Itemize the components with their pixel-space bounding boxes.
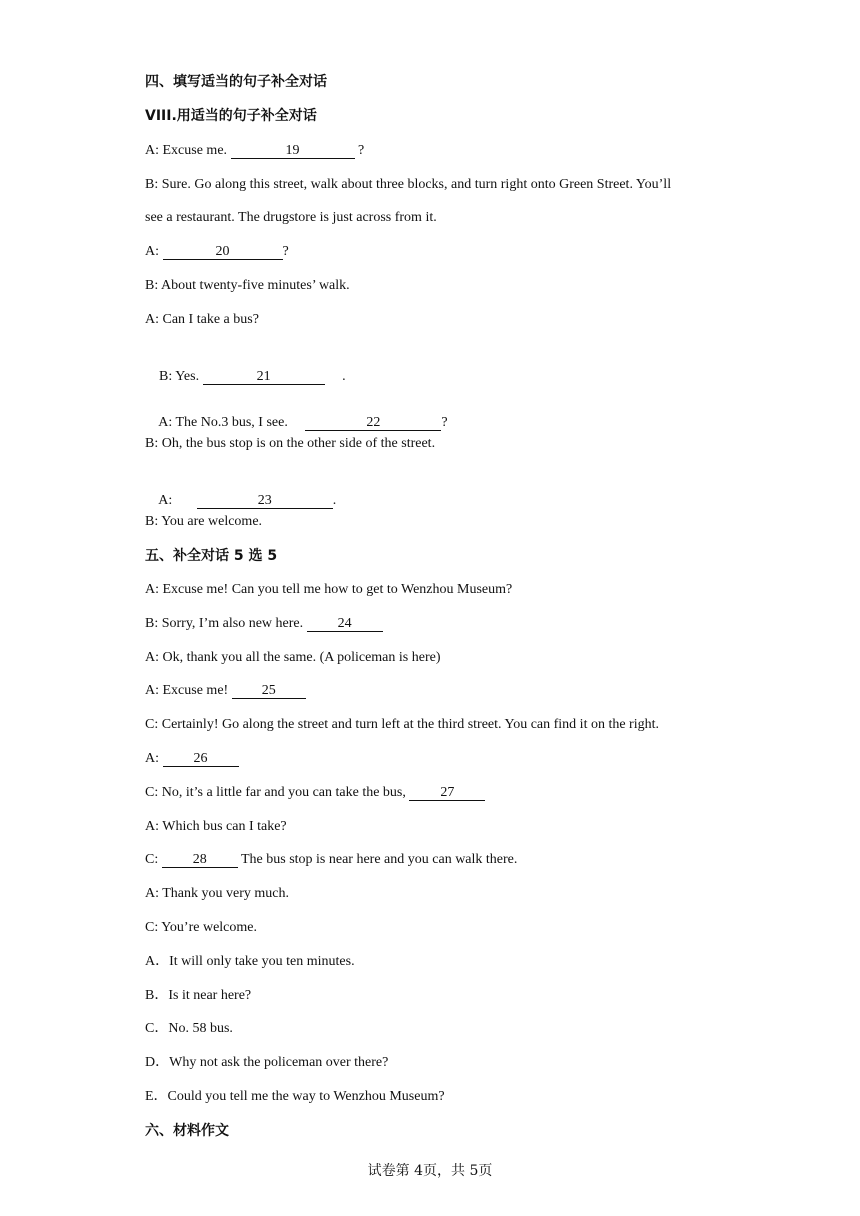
answer-blank-26: 26: [163, 751, 239, 767]
dialogue-line: B: Sure. Go along this street, walk about three blocks, and turn right onto Green Street. You’ll: [145, 177, 672, 192]
option-a: A．It will only take you ten minutes.: [145, 954, 355, 969]
section-5-heading: 五、补全对话 5 选 5: [145, 548, 278, 564]
option-c: C．No. 58 bus.: [145, 1021, 233, 1036]
dialogue-line: A: 23 .: [158, 493, 337, 508]
dialogue-line: B: About twenty-five minutes’ walk.: [145, 278, 350, 293]
dialogue-line: A: Which bus can I take?: [145, 819, 287, 834]
dialogue-line: C: 28 The bus stop is near here and you can walk there.: [145, 852, 518, 867]
dialogue-line: A: Can I take a bus?: [145, 312, 259, 327]
dialogue-line: see a restaurant. The drugstore is just across from it.: [145, 210, 437, 225]
dialogue-line: C: No, it’s a little far and you can take the bus, 27: [145, 784, 485, 802]
dialogue-line: A: Thank you very much.: [145, 886, 289, 901]
dialogue-line: A: The No.3 bus, I see. 22 ?: [158, 415, 448, 430]
dialogue-line: A: Excuse me. 19 ?: [145, 143, 365, 158]
section-4-subheading: VIII.用适当的句子补全对话: [145, 108, 317, 124]
answer-blank-22: 22: [305, 415, 441, 431]
answer-blank-21: 21: [203, 369, 325, 385]
dialogue-line: B: Yes. 21 .: [159, 369, 346, 384]
dialogue-line: A: 26: [145, 750, 239, 768]
option-d: D．Why not ask the policeman over there?: [145, 1055, 389, 1070]
answer-blank-20: 20: [163, 244, 283, 260]
answer-blank-24: 24: [307, 616, 383, 632]
answer-blank-19: 19: [231, 143, 355, 159]
section-6-heading: 六、材料作文: [145, 1123, 229, 1139]
option-b: B．Is it near here?: [145, 988, 252, 1003]
dialogue-line: A: Ok, thank you all the same. (A policeman is here): [145, 650, 441, 665]
answer-blank-23: 23: [197, 493, 333, 509]
dialogue-line: B: You are welcome.: [145, 514, 263, 529]
dialogue-line: C: You’re welcome.: [145, 920, 257, 935]
dialogue-line: A: Excuse me! Can you tell me how to get to Wenzhou Museum?: [145, 582, 513, 597]
dialogue-line: B: Sorry, I’m also new here. 24: [145, 615, 383, 633]
section-4-heading: 四、填写适当的句子补全对话: [145, 74, 327, 90]
option-e: E．Could you tell me the way to Wenzhou Museum?: [145, 1089, 445, 1104]
dialogue-line: A: Excuse me! 25: [145, 682, 306, 700]
answer-blank-25: 25: [232, 683, 306, 699]
answer-blank-27: 27: [409, 785, 485, 801]
dialogue-line: B: Oh, the bus stop is on the other side of the street.: [145, 436, 436, 451]
page-footer: 试卷第 4页，共 5页: [367, 1163, 493, 1179]
answer-blank-28: 28: [162, 852, 238, 868]
dialogue-line: A: 20 ?: [145, 244, 289, 259]
dialogue-line: C: Certainly! Go along the street and turn left at the third street. You can find it on the right.: [145, 717, 660, 732]
